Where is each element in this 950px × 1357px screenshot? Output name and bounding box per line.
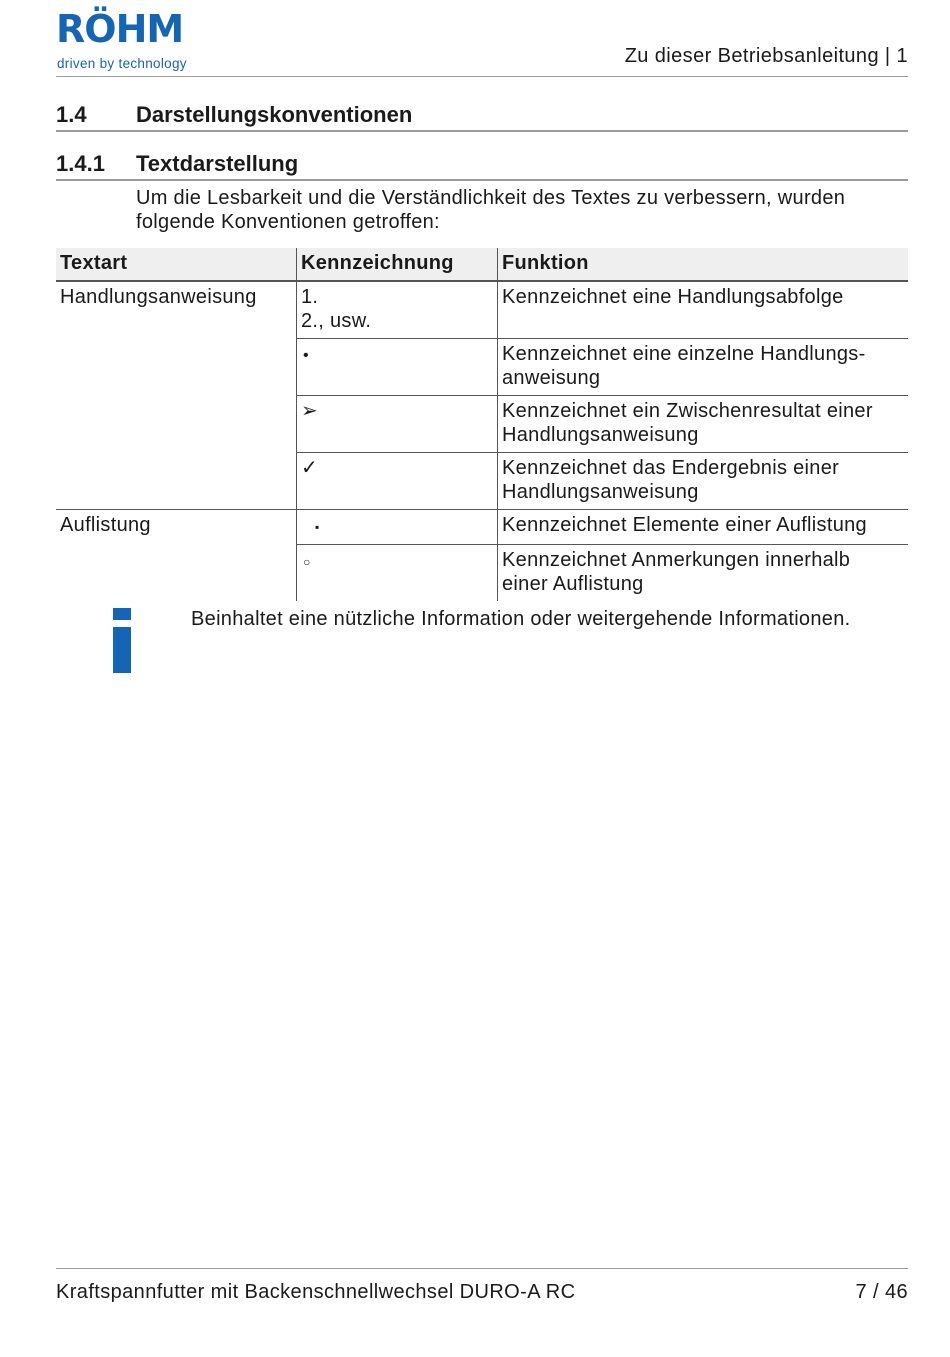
logo-wordmark: RÖHM [56, 7, 184, 51]
info-note: Beinhaltet eine nützliche Information oder weitergehende Informationen. [191, 608, 851, 630]
section-title: Darstellungskonventionen [136, 102, 413, 127]
cell-textart [56, 396, 297, 453]
cell-funktion [498, 453, 909, 510]
cell-funktion [498, 396, 909, 453]
funktion-line: Handlungsanweisung [502, 424, 699, 446]
table-row [56, 510, 908, 545]
cell-textart: Auflistung [60, 514, 151, 536]
section-number: 1.4 [56, 102, 87, 127]
cell-funktion [498, 510, 909, 545]
cell-textart: Handlungsanweisung [60, 286, 257, 308]
funktion-line: Handlungsanweisung [502, 481, 699, 503]
cell-kennzeichnung [297, 339, 498, 396]
running-header: Zu dieser Betriebsanleitung | 1 [624, 45, 908, 67]
column-header-funktion: Funktion [498, 248, 909, 281]
section-heading [56, 102, 908, 132]
table-row [56, 396, 908, 453]
cell-kennzeichnung [297, 396, 498, 453]
step-number-1: 1. [301, 286, 319, 308]
info-icon-bar [113, 627, 131, 673]
header-divider [56, 76, 908, 77]
subsection-title: Textdarstellung [136, 151, 299, 176]
circle-bullet-icon: ○ [303, 555, 311, 569]
info-icon-dot [113, 608, 131, 620]
footer-divider [56, 1268, 908, 1269]
table-row [56, 339, 908, 396]
subsection-number: 1.4.1 [56, 151, 105, 176]
funktion-line: Kennzeichnet ein Zwischenresultat einer [502, 400, 873, 422]
funktion-line: Kennzeichnet das Endergebnis einer [502, 457, 840, 479]
funktion-line: einer Auflistung [502, 573, 644, 595]
cell-funktion [498, 339, 909, 396]
cell-textart [56, 339, 297, 396]
table-row [56, 453, 908, 510]
arrow-icon: ➢ [301, 400, 319, 422]
funktion-line: Kennzeichnet Elemente einer Auflistung [502, 514, 867, 536]
footer-page-number: 7 / 46 [855, 1281, 908, 1303]
conventions-table [56, 248, 908, 601]
cell-kennzeichnung [297, 510, 498, 545]
bullet-icon: • [303, 347, 309, 364]
column-header-textart: Textart [56, 248, 297, 281]
funktion-line: anweisung [502, 367, 601, 389]
table-row [56, 545, 908, 602]
cell-textart [56, 545, 297, 602]
step-number-2: 2., usw. [301, 310, 372, 332]
info-icon [113, 608, 131, 674]
subsection-heading [56, 151, 908, 181]
cell-funktion [498, 281, 909, 339]
cell-kennzeichnung [297, 545, 498, 602]
square-bullet-icon: ▪ [315, 520, 320, 534]
checkmark-icon: ✓ [301, 457, 319, 479]
funktion-line: Kennzeichnet Anmerkungen innerhalb [502, 549, 851, 571]
funktion-line: Kennzeichnet eine Handlungsabfolge [502, 286, 844, 308]
footer-document-title: Kraftspannfutter mit Backenschnellwechsel DURO-A RC [56, 1281, 576, 1303]
cell-funktion [498, 545, 909, 602]
cell-textart [56, 453, 297, 510]
intro-paragraph: Um die Lesbarkeit und die Verständlichkeit des Textes zu verbessern, wurden folgende Konventionen getroffen: [136, 187, 846, 233]
column-header-kennzeichnung: Kennzeichnung [297, 248, 498, 281]
table-header-row [56, 248, 908, 281]
cell-kennzeichnung [297, 281, 498, 339]
roehm-logo [56, 6, 196, 72]
table-row [56, 281, 908, 339]
cell-kennzeichnung [297, 453, 498, 510]
funktion-line: Kennzeichnet eine einzelne Handlungs- [502, 343, 866, 365]
logo-tagline: driven by technology [57, 56, 187, 71]
